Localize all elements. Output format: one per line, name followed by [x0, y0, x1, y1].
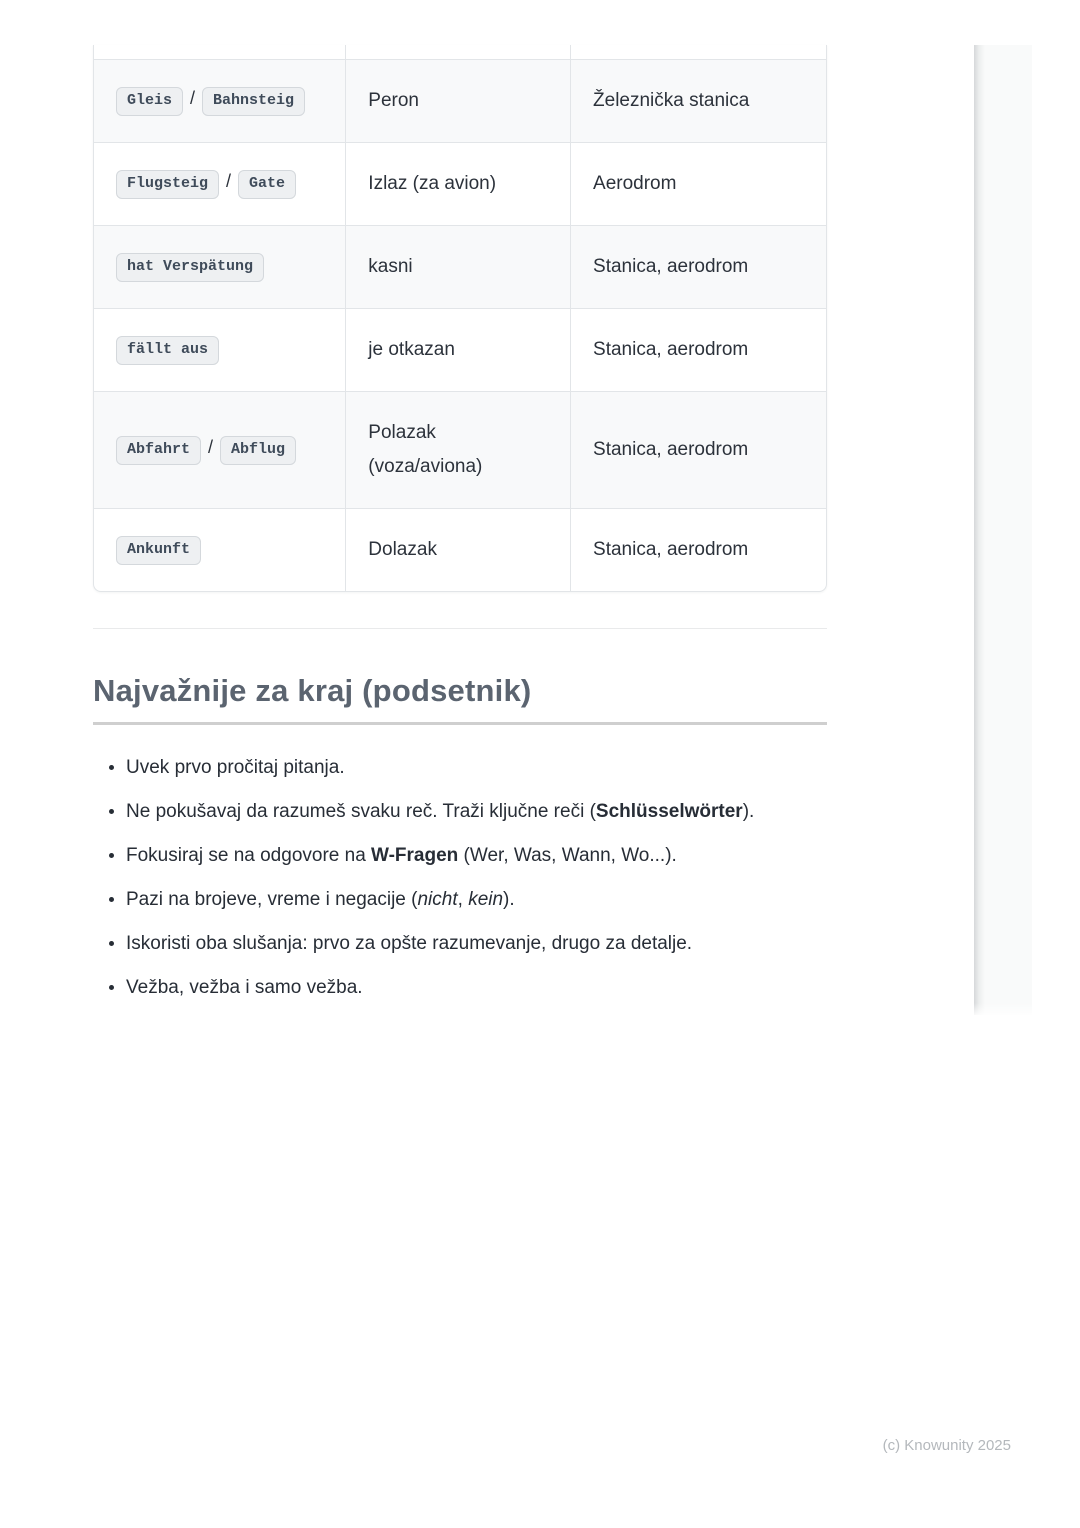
reminder-text: Pazi na brojeve, vreme i negacije ( — [126, 888, 418, 910]
translation-cell — [346, 508, 571, 591]
reminder-text: W-Fragen — [371, 844, 459, 866]
reminder-list — [93, 755, 827, 1001]
reminder-text: nicht — [417, 888, 458, 910]
german-term-cell — [94, 308, 346, 391]
section-title: Najvažnije za kraj (podsetnik) — [93, 673, 827, 725]
german-term-badge: Bahnsteig — [202, 87, 305, 116]
table-row — [94, 391, 826, 508]
vocab-table — [94, 45, 826, 591]
table-row — [94, 308, 826, 391]
reminder-text: , — [457, 888, 469, 910]
reminder-text: ). — [742, 800, 755, 822]
german-term-badge: fällt aus — [116, 336, 219, 365]
translation-text: je otkazan — [368, 338, 455, 360]
cell-german — [94, 45, 346, 59]
badge-separator: / — [190, 88, 196, 108]
content-column — [93, 0, 827, 1019]
german-term-badge: Gleis — [116, 87, 183, 116]
vocab-table-body — [94, 45, 826, 591]
context-cell: Stanica, aerodrom — [571, 308, 826, 391]
german-term-badge: Abflug — [220, 436, 296, 465]
translation-text: Izlaz (za avion) — [368, 172, 497, 194]
reminder-text: Schlüsselwörter — [595, 800, 743, 822]
reminder-text: Fokusiraj se na odgovore na — [126, 844, 372, 866]
translation-text: Dolazak — [368, 538, 437, 560]
context-cell: Aerodrom — [571, 142, 826, 225]
german-term-badge: hat Verspätung — [116, 253, 264, 282]
reminder-text: Uvek prvo pročitaj pitanja. — [126, 756, 345, 778]
german-term-cell — [94, 59, 346, 142]
translation-text: Peron — [368, 89, 419, 111]
reminder-item — [126, 755, 827, 781]
translation-cell — [346, 308, 571, 391]
reminder-text: ). — [503, 888, 515, 910]
german-term-cell — [94, 225, 346, 308]
german-term-badge: Flugsteig — [116, 170, 219, 199]
translation-cell — [346, 59, 571, 142]
section-divider — [93, 628, 827, 629]
reminder-text: Ne pokušavaj da razumeš svaku reč. Traži ključne reči ( — [126, 800, 596, 822]
german-term-badge: Abfahrt — [116, 436, 201, 465]
reminder-item — [126, 843, 827, 869]
reminder-item — [126, 931, 827, 957]
table-row — [94, 225, 826, 308]
table-row — [94, 142, 826, 225]
badge-separator: / — [208, 437, 214, 457]
reminder-item — [126, 887, 827, 913]
table-row-partial — [94, 45, 826, 59]
german-term-badge: Gate — [238, 170, 296, 199]
translation-text: kasni — [368, 255, 413, 277]
copyright-footer: (c) Knowunity 2025 — [882, 1437, 1011, 1454]
translation-text: Polazak — [368, 421, 436, 443]
cell-serbian — [346, 45, 571, 59]
context-cell: Železnička stanica — [571, 59, 826, 142]
reminder-text: Vežba, vežba i samo vežba. — [126, 976, 363, 998]
vocab-table-card — [93, 45, 827, 592]
context-cell: Stanica, aerodrom — [571, 225, 826, 308]
translation-cell — [346, 142, 571, 225]
reminder-text: Iskoristi oba slušanja: prvo za opšte razumevanje, drugo za detalje. — [126, 932, 693, 954]
german-term-badge: Ankunft — [116, 536, 201, 565]
context-cell: Stanica, aerodrom — [571, 391, 826, 508]
table-row — [94, 508, 826, 591]
next-page-edge — [974, 45, 1032, 1015]
reminder-text: kein — [468, 888, 504, 910]
cell-context — [571, 45, 826, 59]
german-term-cell — [94, 508, 346, 591]
translation-text: (voza/aviona) — [368, 455, 483, 477]
german-term-cell — [94, 391, 346, 508]
translation-cell — [346, 391, 571, 508]
context-cell: Stanica, aerodrom — [571, 508, 826, 591]
reminder-text: (Wer, Was, Wann, Wo...). — [458, 844, 677, 866]
table-row — [94, 59, 826, 142]
german-term-cell — [94, 142, 346, 225]
translation-cell — [346, 225, 571, 308]
reminder-item — [126, 799, 827, 825]
badge-separator: / — [226, 171, 232, 191]
reminder-item — [126, 975, 827, 1001]
